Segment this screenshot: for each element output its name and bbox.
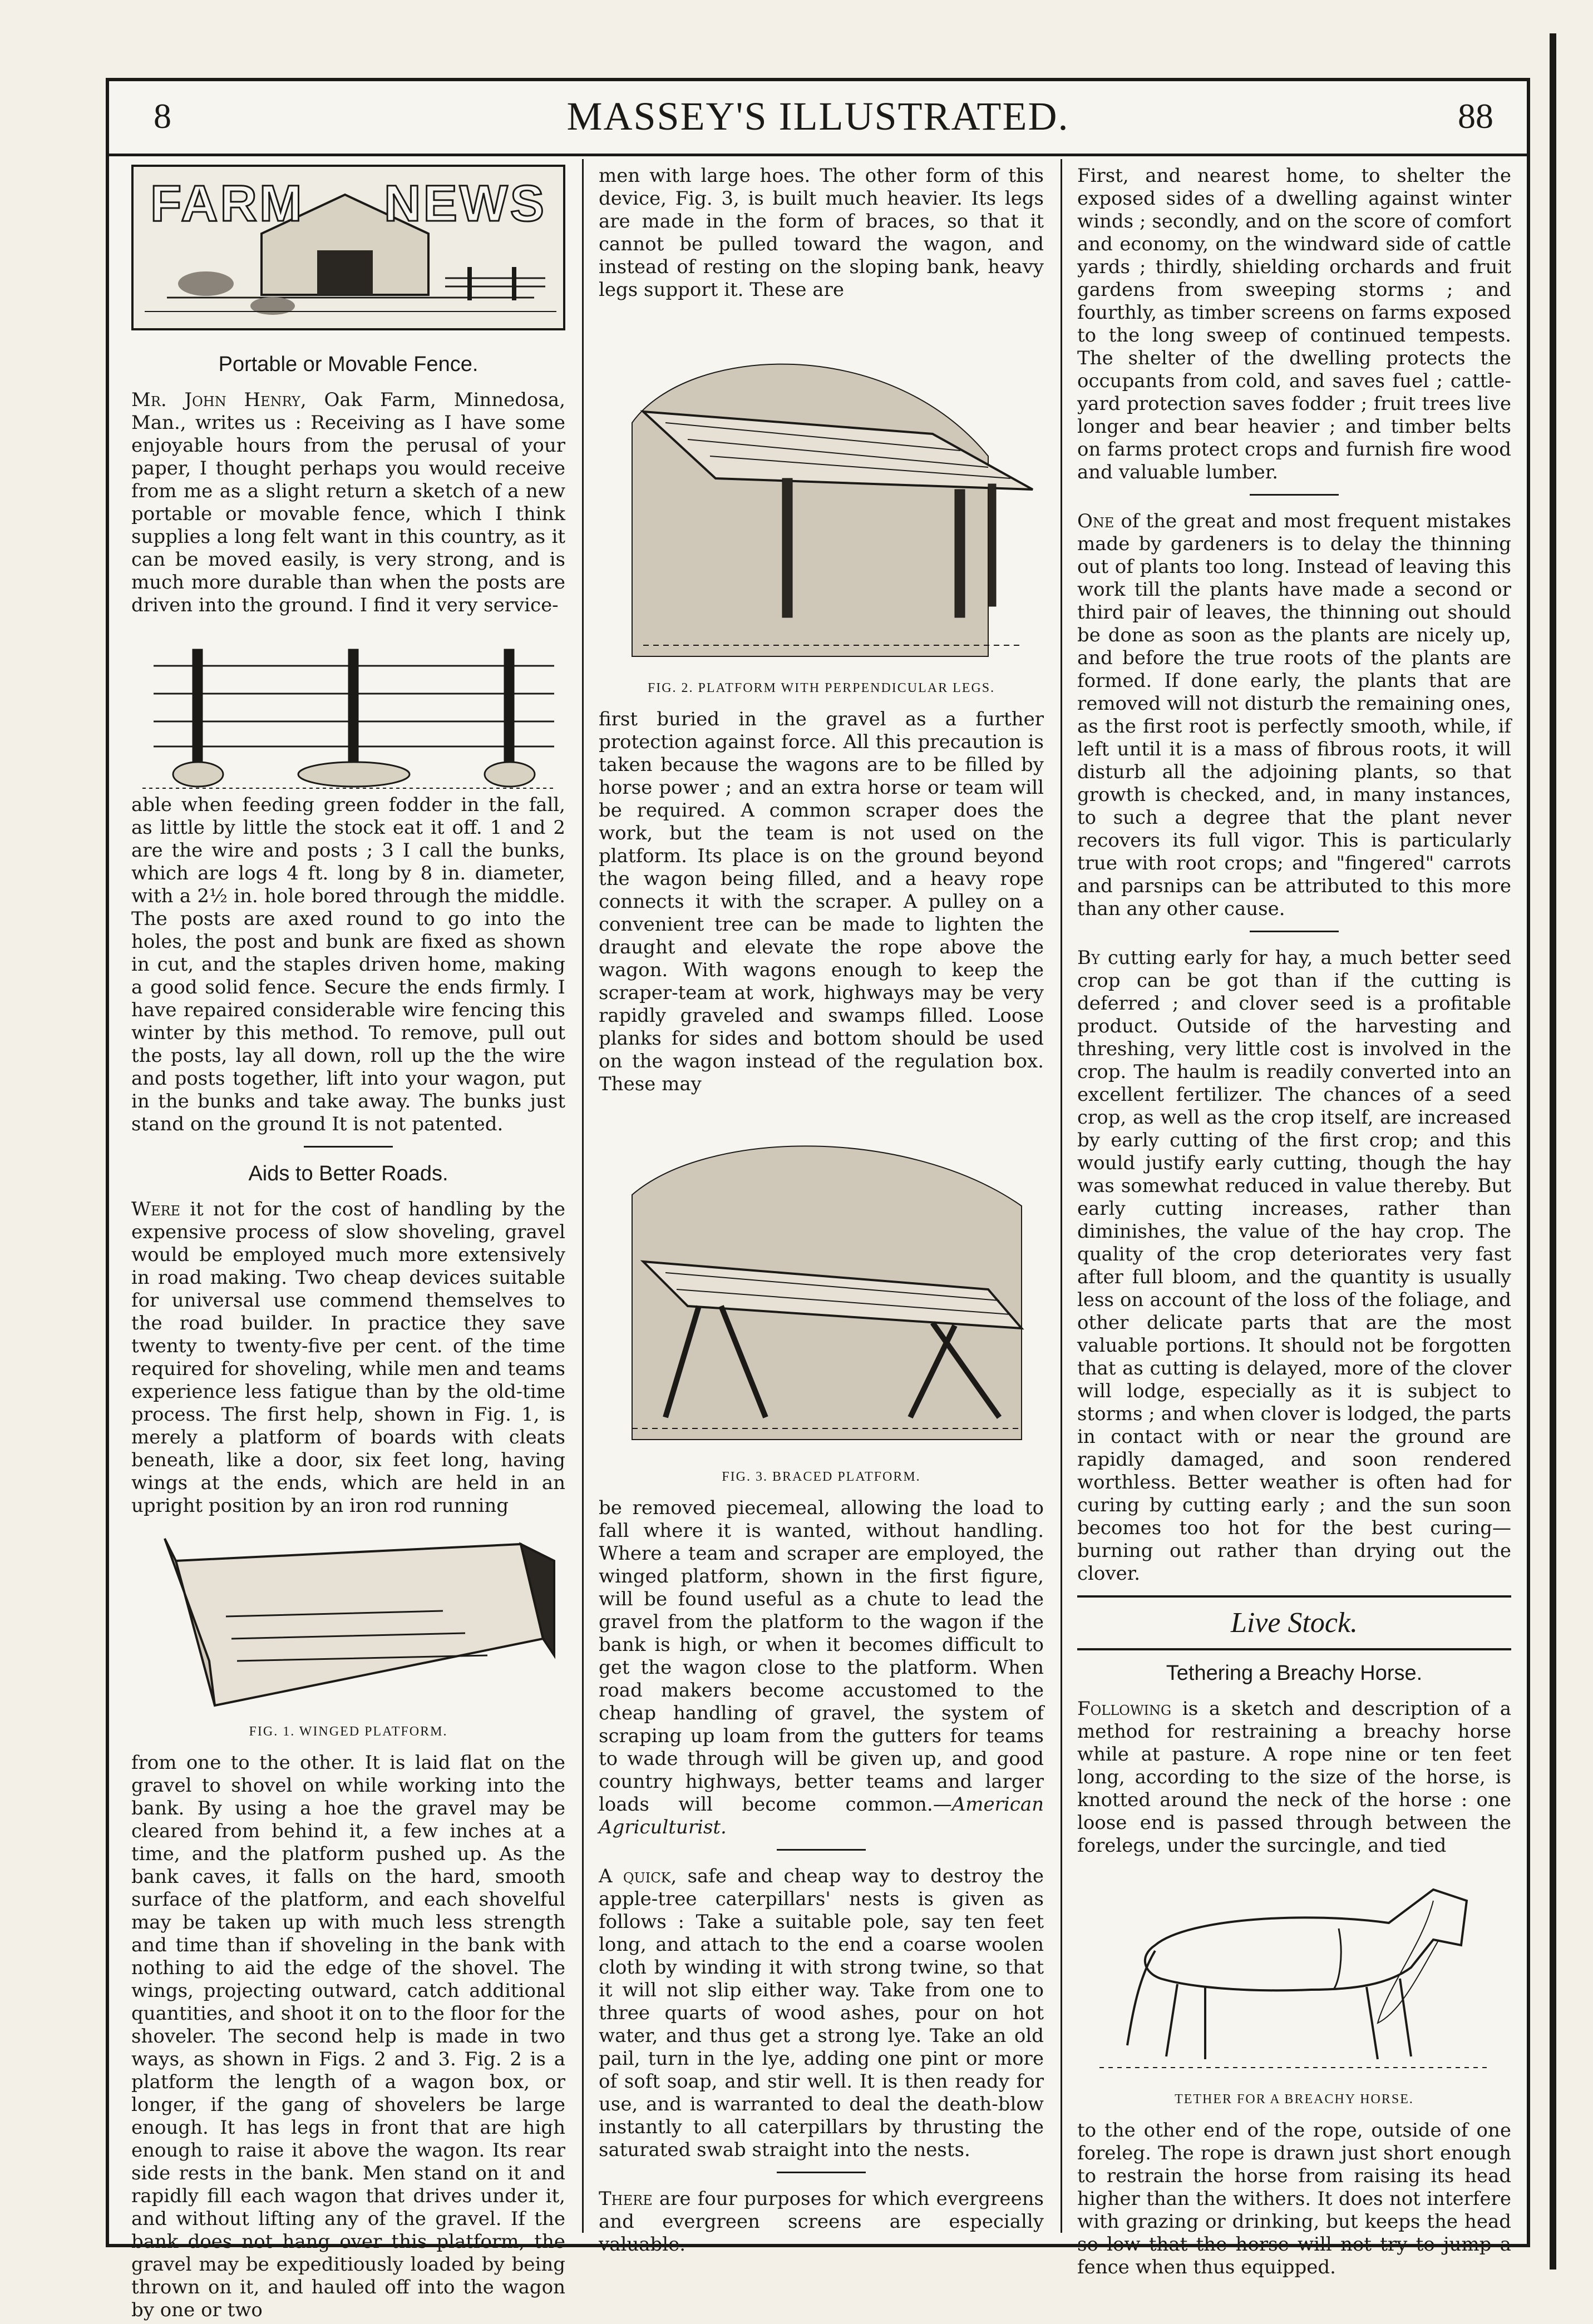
- page-number-right: 88: [1458, 96, 1493, 136]
- horse-paragraph-1: [1077, 1698, 1511, 1857]
- column-middle: [599, 165, 1044, 2256]
- winged-platform-illustration: [131, 1527, 565, 1722]
- roads-paragraph-4: [599, 1497, 1044, 1839]
- section-divider: [777, 2172, 866, 2173]
- column-divider: [1061, 159, 1062, 2233]
- figure-1-caption: FIG. 1. WINGED PLATFORM.: [249, 1724, 448, 1739]
- hay-paragraph-text: cutting early for hay, a much better seed crop can be got than if the cutting is deferred ; and clover seed is a profitable product. Outside of the harvesting and threshing, very little cost is involved in the crop. The haulm is readily converted into an excellent fertilizer. The chances of a seed crop, as well as the crop itself, are increased by early cutting of the first crop; and this would justify early cutting, though the hay was somewhat reduced in value thereby. But early cutting increases, rather than diminishes, the value of the hay crop. The quality of the crop deteriorates very fast after full bloom, and the quantity is usually less on account of the loss of the foliage, and other delicate parts that are the most valuable portions. It should not be forgotten that as cutting is delayed, more of the clover will lodge, especially as it is subject to storms ; and when clover is lodged, the parts in contact with or near the ground are rapidly damaged, and soon rendered worthless. Better weather is often had for curing by cutting early ; and the sun soon becomes too hot for the best curing—burning out rather than drying out the clover.: [1077, 947, 1511, 1585]
- roads-paragraph-1: [131, 1198, 565, 1517]
- fence-diagram: [131, 627, 565, 794]
- perpendicular-legs-platform-illustration: [599, 311, 1044, 679]
- section-rule: [1077, 1595, 1511, 1598]
- fence-heading: Portable or Movable Fence.: [218, 353, 479, 376]
- thinning-paragraph-text: of the great and most frequent mistakes made by gardeners is to delay the thinning out of plants too long. Instead of leaving this work till the plants have made a second or third pair of leaves, the thinning out should be done as soon as the plants are nicely up, and before the true roots of the plants are formed. If done early, the plants that are removed will not disturb the remaining ones, as the first root is perfectly smooth, while, if left until it is a mass of fibrous roots, it will disturb all the adjoining plants, so that growth is checked, and, in many instances, to such a degree that the plant never recovers its full vigor. This is particularly true with root crops; and "fingered" carrots and parsnips can be attributed to this more than any other cause.: [1077, 510, 1511, 920]
- fence-author: Mr. John Henry: [131, 389, 300, 411]
- section-divider: [777, 1849, 866, 1851]
- thinning-paragraph: [1077, 510, 1511, 921]
- evergreen-continued-paragraph: First, and nearest home, to shelter the exposed sides of a dwelling against winter winds ; secondly, and on the score of comfort and economy, on the windward side of cattle yards ; thirdly, shielding orchards and fruit gardens from sweeping storms ; and fourthly, as timber screens on farms exposed to the long sweep of continued tempests. The shelter of the dwelling protects the occupants from cold, and saves fuel ; cattle-yard protection saves fodder ; fruit trees live longer and bear heavier ; and timber belts on farms protect crops and furnish fire wood and valuable lumber.: [1077, 165, 1511, 483]
- braced-platform-illustration: [599, 1106, 1044, 1467]
- horse-heading: Tethering a Breachy Horse.: [1166, 1662, 1423, 1685]
- fence-paragraph-2: able when feeding green fodder in the fall, as little by little the stock eat it off. 1 and 2 are the wire and posts ; 3 I call the bunks, which are logs 4 ft. long by 8 in. diameter, with a 2½ in. hole bored through the middle. The posts are axed round to go into the holes, the post and bunk are fixed as shown in cut, and the staples driven home, making a good solid fence. Secure the ends firmly. I have repaired considerable wire fencing this winter by this method. To remove, pull out the posts, lay all down, roll up the the wire and posts together, lift into your wagon, put in the bunks and take away. The bunks just stand on the ground It is not patented.: [131, 794, 565, 1135]
- roads-lead-word: Were: [131, 1198, 181, 1220]
- evergreen-lead-word: There: [599, 2188, 653, 2210]
- roads-paragraph-4-text: be removed piecemeal, allowing the load to fall where it is wanted, without handling. Where a team and scraper are employed, the winged platform, shown in the first figure, will be found useful as a chute to lead the gravel from the platform to the wagon if the bank is high, or when it becomes difficult to get the wagon close to the platform. When road makers become accustomed to the cheap handling of gravel, the system of scraping up loam from the gutters for teams to wade through will be given up, and good country highways, better teams and larger loads will become common.—: [599, 1497, 1044, 1816]
- section-divider: [1250, 494, 1339, 496]
- banner-word-news: NEWS: [384, 175, 546, 232]
- roads-paragraph-2: from one to the other. It is laid flat on the gravel to shovel on while working into the bank. By using a hoe the gravel may be cleared from behind it, a few inches at a time, and the platform pushed up. As the bank caves, it falls on the hard, smooth surface of the platform, and each shovelful may be taken up with much less strength and time than if shoveling in the bank with nothing to aid the edge of the shovel. The wings, projecting outward, catch additional quantities, and shoot it on to the floor for the shoveler. The second help is made in two ways, as shown in Figs. 2 and 3. Fig. 2 is a platform the length of a wagon box, or longer, if the gang of shovelers be large enough. It has legs in front that are high enough to raise it above the wagon. Its rear side rests in the bank. Men stand on it and rapidly fill each wagon that drives under it, and without lifting any of the gravel. If the bank does not hang over this platform, the gravel may be expeditiously loaded by being thrown on it, and hauled off into the wagon by one or two: [131, 1752, 566, 2321]
- tethered-horse-illustration: [1077, 1867, 1511, 2090]
- fence-paragraph-1-text: , Oak Farm, Minnedosa, Man., writes us : Receiving as I have some enjoyable hours from the perusal of your paper, I thought perhaps you would receive from me as a slight return a sketch of a new portable or movable fence, which I think supplies a long felt want in this country, as it can be moved easily, is very strong, and is much more durable than when the posts are driven into the ground. I find it very service-: [131, 389, 565, 616]
- page-number-left: 8: [154, 96, 171, 136]
- section-divider: [1250, 931, 1339, 932]
- thinning-lead-word: One: [1077, 510, 1114, 532]
- hay-lead-word: By: [1077, 947, 1100, 969]
- hay-paragraph: [1077, 947, 1511, 1585]
- horse-figure-caption: TETHER FOR A BREACHY HORSE.: [1175, 2092, 1414, 2107]
- evergreen-paragraph: [599, 2188, 1044, 2256]
- horse-paragraph-2: to the other end of the rope, outside of one foreleg. The rope is drawn just short enough to restrain the horse from raising its head higher than the withers. It does not interfere with grazing or drinking, but keeps the head so low that the horse will not try to jump a fence when thus equipped.: [1077, 2119, 1511, 2278]
- farm-news-banner: [131, 165, 565, 330]
- horse-paragraph-1-text: is a sketch and description of a method for restraining a breachy horse while at pasture. A rope nine or ten feet long, according to the size of the horse, is knotted around the neck of the horse : one loose end is passed through between the forelegs, under the surcingle, and tied: [1077, 1698, 1511, 1857]
- roads-paragraph-1-text: it not for the cost of handling by the expensive process of slow shoveling, gravel would be employed much more extensively in road making. Two cheap devices suitable for universal use commend themselves to the road builder. In practice they save twenty to twenty-five per cent. of the time required for shoveling, while men and teams experience less fatigue than by the old-time process. The first help, shown in Fig. 1, is merely a platform of boards with cleats beneath, like a door, six feet long, having wings at the ends, which are held in an upright position by an iron rod running: [131, 1198, 565, 1517]
- roads-source: American Agriculturist.: [599, 1793, 1044, 1838]
- column-left: [131, 165, 566, 2321]
- masthead-title: MASSEY'S ILLUSTRATED.: [566, 94, 1069, 139]
- figure-2-caption: FIG. 2. PLATFORM WITH PERPENDICULAR LEGS.: [647, 681, 995, 695]
- caterpillar-lead-word: A quick: [599, 1865, 671, 1887]
- roads-heading: Aids to Better Roads.: [248, 1162, 448, 1185]
- banner-word-farm: FARM: [150, 175, 304, 232]
- caterpillar-paragraph-text: , safe and cheap way to destroy the apple-tree caterpillars' nests is given as follows : Take a suitable pole, say ten feet long, and attach to the end a coarse woolen cloth by winding it with strong twine, so that it will not slip either way. Take from one to three quarts of wood ashes, pour on hot water, and thus get a strong lye. Take an old pail, turn in the lye, adding one pint or more of soft soap, and stir well. It is then ready for use, and is warranted to deal the death-blow instantly to all caterpillars by thrusting the saturated swab straight into the nests.: [599, 1865, 1044, 2161]
- evergreen-paragraph-text: are four purposes for which evergreens and evergreen screens are especially valuable.: [599, 2188, 1044, 2256]
- roads-continued-paragraph: men with large hoes. The other form of this device, Fig. 3, is built much heavier. Its legs are made in the form of braces, so that it cannot be pulled toward the wagon, and instead of resting on the sloping bank, heavy legs support it. These are: [599, 165, 1044, 301]
- roads-paragraph-3: first buried in the gravel as a further protection against force. All this precaution is taken because the wagons are to be filled by horse power ; and an extra horse or team will be required. A common scraper does the work, but the team is not used on the platform. Its place is on the ground beyond the wagon being filled, and a heavy rope connects it with the scraper. A pulley on a convenient tree can be made to lighten the draught and elevate the rope above the wagon. With wagons enough to keep the scraper-team at work, highways may be very rapidly graveled and swamps filled. Loose planks for sides and bottom should be used on the wagon instead of the regulation box. These may: [599, 708, 1044, 1095]
- column-divider: [582, 159, 584, 2233]
- section-divider: [304, 1146, 393, 1148]
- section-rule: [1077, 1648, 1511, 1650]
- column-right: [1077, 165, 1511, 2278]
- caterpillar-paragraph: [599, 1865, 1044, 2162]
- figure-3-caption: FIG. 3. BRACED PLATFORM.: [722, 1470, 921, 1484]
- live-stock-section-title: Live Stock.: [1230, 1607, 1358, 1639]
- binding-edge: [1550, 33, 1556, 2269]
- horse-lead-word: Following: [1077, 1698, 1172, 1720]
- page-header: [109, 81, 1527, 156]
- fence-paragraph-1: [131, 389, 565, 617]
- newspaper-page: [106, 78, 1530, 2321]
